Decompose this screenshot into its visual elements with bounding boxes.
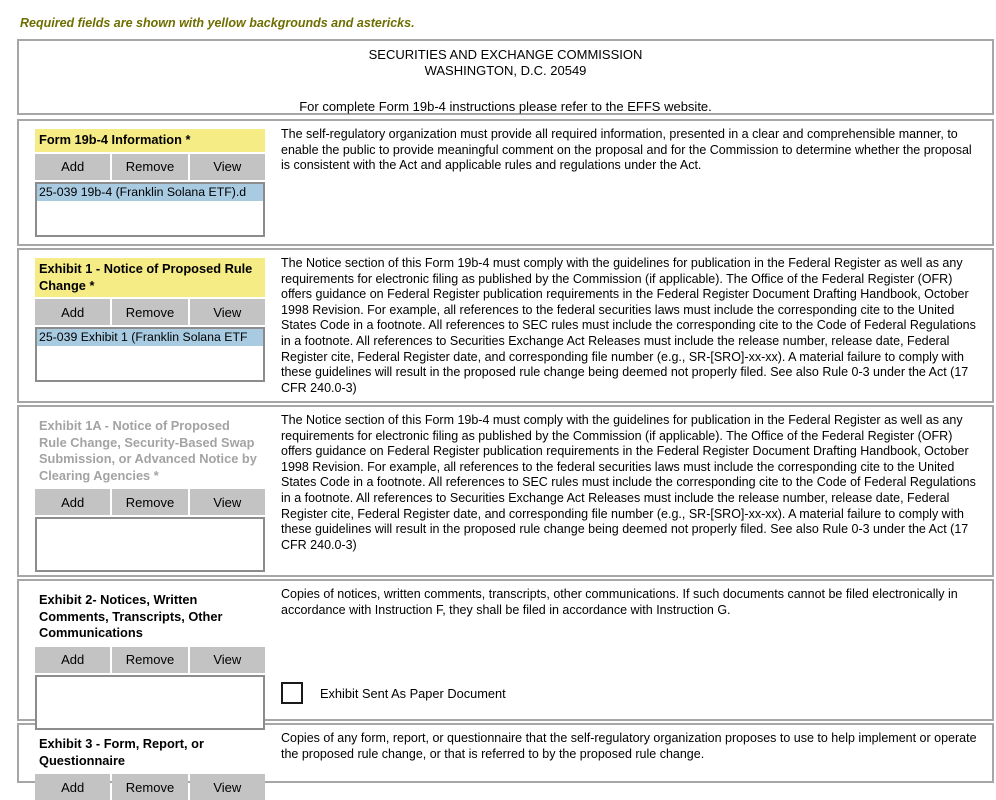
remove-button[interactable]: Remove [112,647,187,673]
file-listbox[interactable] [35,182,265,237]
header-washington-line: WASHINGTON, D.C. 20549 [424,62,587,78]
file-listbox[interactable] [35,675,265,730]
remove-button[interactable]: Remove [112,774,187,800]
header-spacer [19,78,992,99]
view-button[interactable]: View [190,774,265,800]
section-exhibit-3 [17,723,994,795]
section-description: Copies of notices, written comments, transcripts, other communications. If such documents cannot be filed electronically in accordance with Instruction F, they shall be filed in accordance with Instruction G. [281,587,958,617]
section-description: Copies of any form, report, or questionnaire that the self-regulatory organization proposes to use to help implement or operate the proposed rule change, or that is referred to by the proposed rule change. [281,731,977,761]
add-button[interactable]: Add [35,774,110,800]
add-button[interactable]: Add [35,154,110,180]
section-label: Form 19b-4 Information * [35,129,265,152]
section-right-panel [281,121,992,244]
paper-document-row [281,682,982,704]
button-row [35,647,265,673]
add-button[interactable]: Add [35,299,110,325]
section-right-panel [281,407,992,575]
section-label: Exhibit 3 - Form, Report, or Questionnaire [39,736,204,768]
remove-button[interactable]: Remove [112,299,187,325]
section-left-panel [19,407,281,575]
file-item-selected[interactable]: 25-039 Exhibit 1 (Franklin Solana ETF [37,329,263,346]
section-right-panel [281,581,992,719]
file-listbox[interactable] [35,517,265,572]
section-label: Exhibit 1A - Notice of Proposed Rule Change, Security-Based Swap Submission, or Advanced Notice by Clearing Agencies * [39,418,257,483]
remove-button[interactable]: Remove [112,489,187,515]
remove-button[interactable]: Remove [112,154,187,180]
section-exhibit-1 [17,248,994,403]
header-commission-line: SECURITIES AND EXCHANGE COMMISSION [368,47,643,62]
section-form-19b4-information [17,119,994,246]
file-listbox[interactable] [35,327,265,382]
add-button[interactable]: Add [35,647,110,673]
button-row [35,154,265,180]
header-instructions-line: For complete Form 19b-4 instructions please refer to the EFFS website. [299,99,712,114]
section-exhibit-2 [17,579,994,721]
button-row [35,299,265,325]
view-button[interactable]: View [190,299,265,325]
section-description: The Notice section of this Form 19b-4 must comply with the guidelines for publication in the Federal Register as well as any requirements for electronic filing as published by the Commission (if applicable). The Office of the Federal Register (OFR) offers guidance on Federal Register publication requirements in the Federal Register Document Drafting Handbook, October 1998 Revision. For example, all references to the federal securities laws must include the corresponding cite to the United States Code in a footnote. All references to SEC rules must include the corresponding cite to the Code of Federal Regulations in a footnote. All references to Securities Exchange Act Releases must include the release number, release date, Federal Register cite, Federal Register date, and corresponding file number (e.g., SR-[SRO]-xx-xx). A material failure to comply with these guidelines will result in the proposed rule change being deemed not properly filed. See also Rule 0-3 under the Act (17 CFR 240.0-3) [281,256,976,395]
section-left-panel [19,121,281,244]
section-label: Exhibit 2- Notices, Written Comments, Transcripts, Other Communications [39,592,223,640]
exhibit-sent-paper-label: Exhibit Sent As Paper Document [320,685,506,701]
section-label: Exhibit 1 - Notice of Proposed Rule Change * [35,258,265,297]
button-row [35,489,265,515]
section-description: The Notice section of this Form 19b-4 must comply with the guidelines for publication in the Federal Register as well as any requirements for electronic filing as published by the Commission (if applicable). The Office of the Federal Register (OFR) offers guidance on Federal Register publication requirements in the Federal Register Document Drafting Handbook, October 1998 Revision. For example, all references to the federal securities laws must include the corresponding cite to the United States Code in a footnote. All references to SEC rules must include the corresponding cite to the Code of Federal Regulations in a footnote. All references to Securities Exchange Act Releases must include the release number, release date, Federal Register cite, Federal Register date, and corresponding file number (e.g., SR-[SRO]-xx-xx). A material failure to comply with these guidelines will result in the proposed rule change being deemed not properly filed. See also Rule 0-3 under the Act (17 CFR 240.0-3) [281,413,976,552]
section-left-panel [19,250,281,401]
section-left-panel [19,581,281,719]
view-button[interactable]: View [190,154,265,180]
view-button[interactable]: View [190,489,265,515]
required-fields-note: Required fields are shown with yellow backgrounds and astericks. [20,16,415,30]
section-right-panel [281,250,992,401]
button-row [35,774,265,800]
section-exhibit-1a [17,405,994,577]
view-button[interactable]: View [190,647,265,673]
exhibit-sent-paper-checkbox[interactable] [281,682,303,704]
form-header [17,39,994,115]
section-left-panel [19,725,281,795]
add-button[interactable]: Add [35,489,110,515]
section-right-panel [281,725,992,781]
section-description: The self-regulatory organization must provide all required information, presented in a clear and comprehensible manner, to enable the public to provide meaningful comment on the proposal and for the Commission to determine whether the proposal is consistent with the Act and applicable rules and regulations under the Act. [281,127,972,173]
file-item-selected[interactable]: 25-039 19b-4 (Franklin Solana ETF).d [37,184,263,201]
